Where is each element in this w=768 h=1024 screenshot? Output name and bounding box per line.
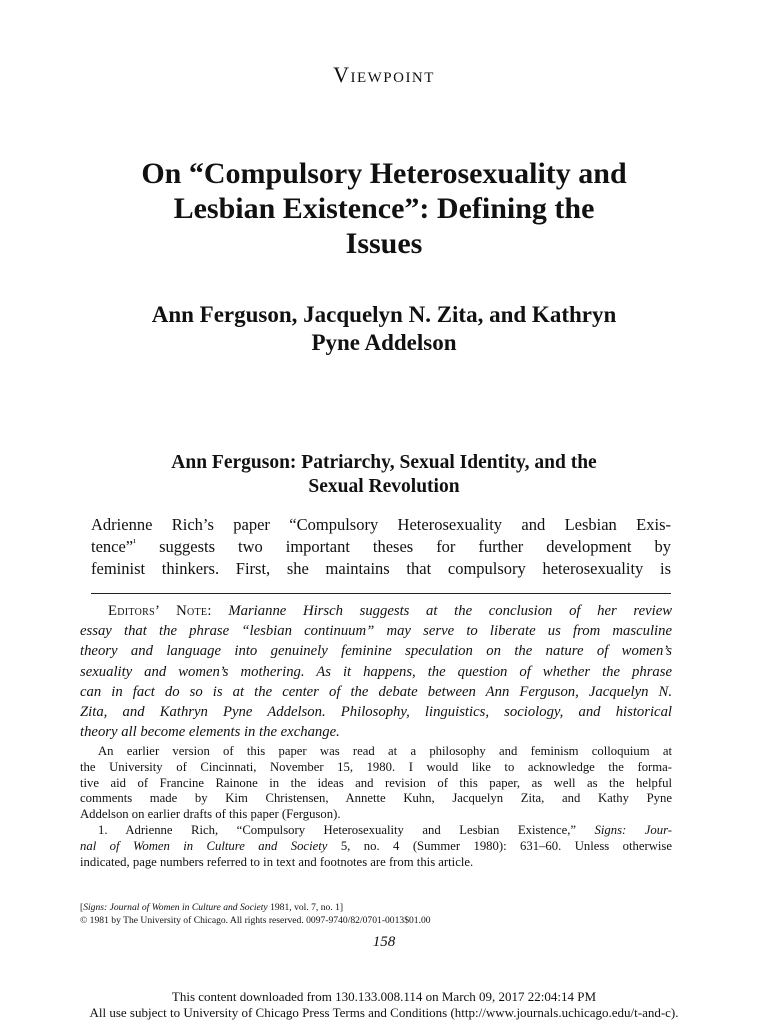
footnote-divider xyxy=(91,593,671,594)
editors-note-line: sexuality and women’s mothering. As it happens, the question of whether the phrase xyxy=(80,663,672,680)
editors-note xyxy=(80,601,672,742)
footnote-fragment: 1. Adrienne Rich, “Compulsory Heterosexuality and Lesbian Existence,” xyxy=(98,822,595,837)
footnote-line: Addelson on earlier drafts of this paper (Ferguson). xyxy=(80,807,341,822)
body-line: feminist thinkers. First, she maintains that compulsory heterosexuality is xyxy=(91,559,671,578)
terms-link[interactable]: All use subject to University of Chicago Press Terms and Conditions (http://www.journals.uchicago.edu/t-and-c). xyxy=(89,1005,679,1020)
download-notice-line: This content downloaded from 130.133.008.114 on March 09, 2017 22:04:14 PM xyxy=(171,989,597,1004)
subheading-line: Sexual Revolution xyxy=(308,476,460,497)
article-authors xyxy=(60,301,708,357)
authors-line: Ann Ferguson, Jacquelyn N. Zita, and Kathryn xyxy=(151,302,617,327)
authors-line: Pyne Addelson xyxy=(311,330,457,355)
journal-citation xyxy=(80,902,672,927)
footnote-line xyxy=(80,839,672,855)
page-number: 158 xyxy=(372,934,396,950)
footnote-line: comments made by Kim Christensen, Annette Kuhn, Jacquelyn Zita, and Kathy Pyne xyxy=(80,791,672,806)
citation-bracket: [ xyxy=(80,902,84,913)
section-subheading xyxy=(90,451,678,499)
footnote-fragment: 5, no. 4 (Summer 1980): 631–60. Unless otherwise xyxy=(327,838,672,853)
download-notice xyxy=(0,989,768,1021)
editors-note-line: can in fact do so is at the center of the debate between Ann Ferguson, Jacquelyn N. xyxy=(80,683,672,700)
subheading-line: Ann Ferguson: Patriarchy, Sexual Identity, and the xyxy=(171,452,597,473)
article-title-line: On “Compulsory Heterosexuality and xyxy=(141,157,627,190)
footnote-line xyxy=(80,823,672,839)
footnote-line: indicated, page numbers referred to in text and footnotes are from this article. xyxy=(80,854,474,869)
footnote-ref-1[interactable]: ¹ xyxy=(133,537,137,549)
editors-note-line: Zita, and Kathryn Pyne Addelson. Philosophy, linguistics, sociology, and historical xyxy=(80,703,672,720)
footnote-journal: nal of Women in Culture and Society xyxy=(80,838,328,853)
body-fragment: suggests two important theses for further development by xyxy=(136,537,671,556)
editors-note-line xyxy=(80,601,672,621)
body-line xyxy=(91,536,671,558)
body-line: Adrienne Rich’s paper “Compulsory Heterosexuality and Lesbian Exis- xyxy=(91,515,671,534)
editors-note-label: Editors’ Note: xyxy=(108,603,212,619)
citation-journal: Signs: Journal of Women in Culture and Society xyxy=(83,902,268,913)
copyright-line: © 1981 by The University of Chicago. All rights reserved. 0097-9740/82/0701-0013$01.00 xyxy=(80,914,431,926)
citation-line xyxy=(80,902,672,915)
editors-note-line: theory all become elements in the exchange. xyxy=(80,724,340,741)
article-title xyxy=(60,156,708,261)
footnote-line: An earlier version of this paper was read at a philosophy and feminism colloquium at xyxy=(98,744,672,758)
footnote-journal: Signs: Jour- xyxy=(594,822,672,837)
body-fragment: tence” xyxy=(91,537,134,556)
footnote-line: the University of Cincinnati, November 15, 1980. I would like to acknowledge the forma- xyxy=(80,759,672,774)
article-title-line: Lesbian Existence”: Defining the xyxy=(173,192,595,225)
body-paragraph xyxy=(91,514,671,580)
footnotes xyxy=(80,744,672,870)
editors-note-line: essay that the phrase “lesbian continuum” may serve to liberate us from masculine xyxy=(80,623,672,640)
citation-volume: 1981, vol. 7, no. 1] xyxy=(267,902,344,913)
section-label: Viewpoint xyxy=(333,62,435,87)
editors-note-line: theory and language into genuinely feminine speculation on the nature of women’s xyxy=(80,643,672,660)
editors-note-text: Marianne Hirsch suggests at the conclusion of her review xyxy=(228,603,673,619)
footnote-line: tive aid of Francine Rainone in the ideas and revision of this paper, as well as the helpful xyxy=(80,775,672,790)
article-title-line: Issues xyxy=(345,227,423,260)
